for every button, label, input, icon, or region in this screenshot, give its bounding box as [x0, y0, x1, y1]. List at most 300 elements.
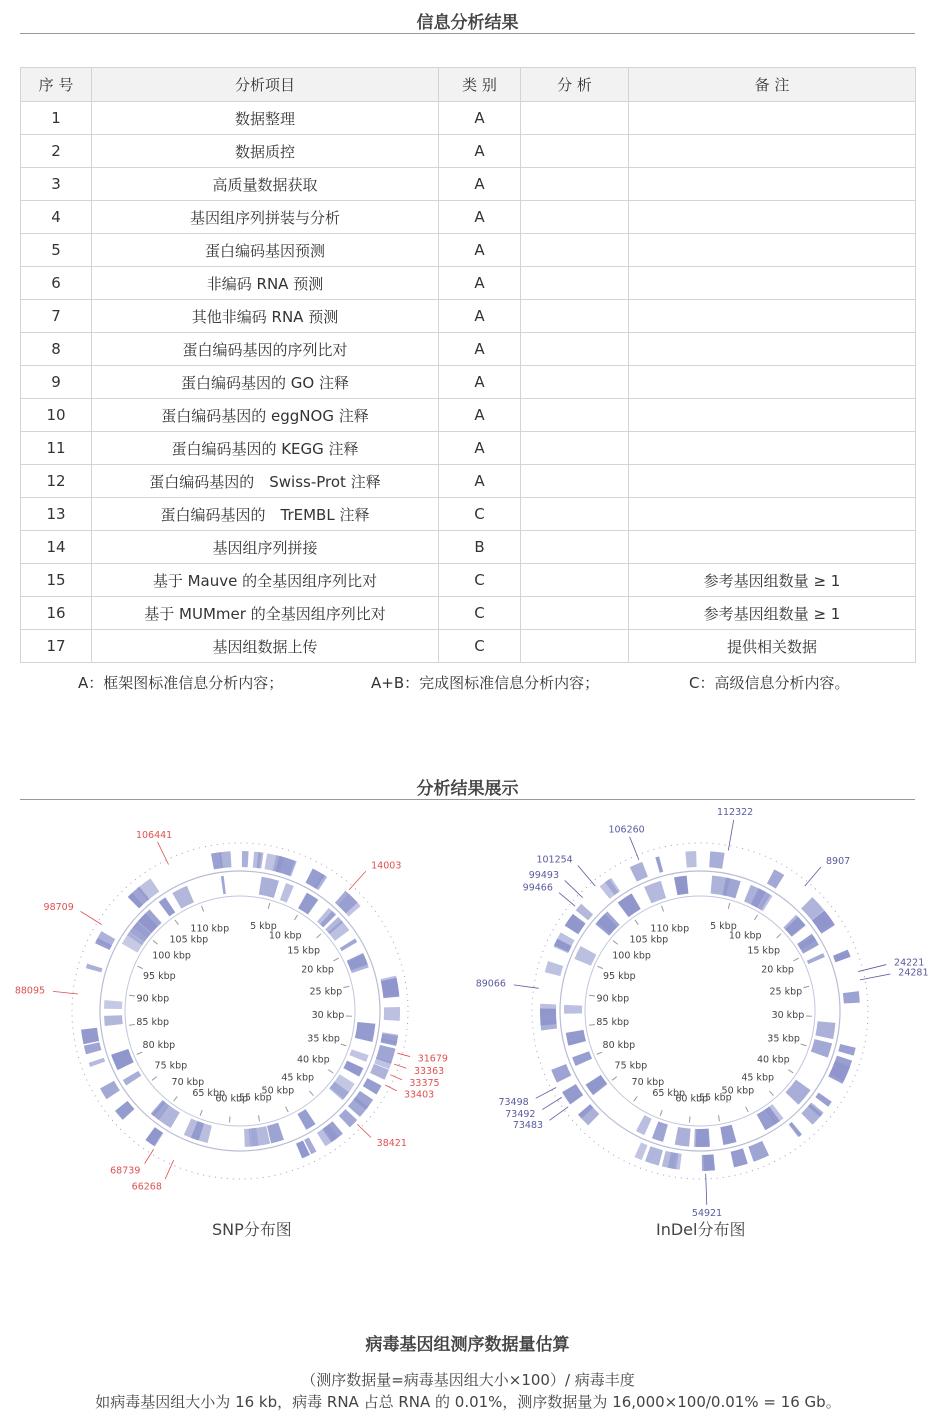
feature-block: [384, 1007, 400, 1021]
marker-label: 88095: [14, 985, 46, 997]
kbp-label: 55 kbp: [699, 1092, 732, 1104]
kbp-label: 10 kbp: [268, 930, 302, 942]
kbp-tick: [268, 903, 270, 909]
cell-remark: [629, 432, 916, 465]
feature-block: [694, 1129, 709, 1147]
cell-analysis: [521, 102, 629, 135]
kbp-label: 45 kbp: [741, 1072, 775, 1084]
table-row: [21, 201, 916, 234]
marker-label: 73498: [498, 1097, 529, 1109]
kbp-label: 75 kbp: [154, 1060, 188, 1072]
kbp-tick: [174, 1096, 178, 1101]
feature-block: [709, 851, 724, 868]
cell-category: A: [439, 465, 521, 498]
kbp-tick: [597, 1052, 603, 1054]
feature-block: [355, 1022, 376, 1042]
feature-block: [645, 1146, 663, 1165]
table-row: [21, 498, 916, 531]
marker-label: 99493: [528, 869, 560, 881]
marker-label: 99466: [522, 882, 553, 894]
kbp-tick: [129, 995, 135, 996]
cell-analysis: [521, 465, 629, 498]
kbp-label: 15 kbp: [287, 945, 321, 957]
cell-index: 9: [21, 366, 92, 399]
marker-leader: [145, 1149, 154, 1163]
feature-block: [783, 915, 805, 937]
marker-label: 101254: [536, 854, 573, 866]
table-row: [21, 267, 916, 300]
cell-category: C: [439, 630, 521, 663]
cell-index: 2: [21, 135, 92, 168]
kbp-tick: [317, 934, 321, 938]
analysis-table: [20, 67, 916, 663]
marker-leader: [397, 1053, 410, 1056]
feature-block: [349, 1049, 368, 1062]
cell-analysis: [521, 498, 629, 531]
kbp-label: 45 kbp: [281, 1072, 315, 1084]
feature-block: [81, 1028, 99, 1045]
cell-analysis: [521, 564, 629, 597]
feature-block: [600, 879, 619, 899]
marker-leader: [357, 1124, 371, 1137]
cell-remark: [629, 399, 916, 432]
kbp-label: 55 kbp: [239, 1092, 272, 1104]
marker-label: 112322: [716, 807, 754, 819]
feature-block: [123, 1071, 141, 1086]
marker-leader: [550, 1107, 569, 1121]
table-row: [21, 432, 916, 465]
kbp-label: 30 kbp: [771, 1010, 805, 1022]
feature-block: [104, 1015, 123, 1026]
kbp-tick: [788, 1070, 793, 1073]
marker-label: 54921: [691, 1207, 723, 1219]
legend-ab: A+B：完成图标准信息分析内容；: [371, 674, 600, 692]
feature-block: [652, 1121, 668, 1141]
kbp-label: 90 kbp: [596, 993, 630, 1005]
feature-block: [838, 1044, 855, 1056]
feature-block: [111, 1050, 133, 1070]
marker-leader: [559, 893, 575, 906]
cell-analysis: [521, 201, 629, 234]
kbp-label: 25 kbp: [309, 986, 343, 998]
cell-analysis: [521, 399, 629, 432]
feature-block: [815, 1021, 835, 1039]
outer-dotted-ring: [72, 843, 408, 1179]
cell-category: A: [439, 300, 521, 333]
marker-leader: [706, 1174, 707, 1205]
cell-remark: [629, 498, 916, 531]
kbp-tick: [137, 1052, 143, 1054]
cell-analysis: [521, 597, 629, 630]
feature-block: [618, 893, 641, 916]
feature-block: [574, 946, 596, 966]
marker-label: 66268: [131, 1181, 162, 1193]
kbp-label: 110 kbp: [190, 923, 230, 935]
table-row: [21, 234, 916, 267]
marker-leader: [158, 842, 169, 864]
feature-block: [363, 1078, 382, 1094]
table-row: [21, 630, 916, 663]
feature-block: [267, 1123, 284, 1144]
kbp-label: 80 kbp: [142, 1040, 176, 1052]
cell-analysis: [521, 432, 629, 465]
marker-label: 33375: [409, 1077, 440, 1089]
section-divider: [20, 33, 915, 34]
feature-block: [644, 881, 666, 904]
marker-leader: [805, 867, 821, 886]
cell-analysis: [521, 630, 629, 663]
marker-label: 106441: [135, 829, 173, 841]
kbp-label: 105 kbp: [169, 934, 209, 946]
kbp-label: 75 kbp: [614, 1060, 648, 1072]
legend-c: C：高级信息分析内容。: [689, 674, 850, 692]
cell-index: 11: [21, 432, 92, 465]
marker-leader: [349, 871, 366, 890]
kbp-tick: [286, 1107, 289, 1112]
kbp-label: 110 kbp: [650, 923, 690, 935]
marker-leader: [53, 991, 78, 994]
feature-block: [843, 991, 860, 1003]
feature-block: [811, 1039, 832, 1058]
kbp-tick: [746, 1107, 749, 1112]
cell-remark: 参考基因组数量 ≥ 1: [629, 597, 916, 630]
kbp-label: 10 kbp: [728, 930, 762, 942]
kbp-tick: [589, 995, 595, 996]
marker-label: 24221: [894, 957, 925, 969]
legend-a: A：框架图标准信息分析内容；: [78, 674, 284, 692]
table-row: [21, 168, 916, 201]
cell-item: 蛋白编码基因的 eggNOG 注释: [92, 399, 439, 432]
kbp-label: 20 kbp: [761, 964, 794, 976]
col-header-item: 分析项目: [92, 68, 439, 102]
kbp-tick: [309, 1091, 313, 1096]
cell-remark: 参考基因组数量 ≥ 1: [629, 564, 916, 597]
table-row: [21, 300, 916, 333]
kbp-tick: [793, 958, 798, 961]
marker-label: 14003: [371, 860, 402, 872]
kbp-label: 25 kbp: [769, 986, 803, 998]
kbp-label: 40 kbp: [756, 1054, 790, 1066]
table-row: [21, 399, 916, 432]
cell-index: 4: [21, 201, 92, 234]
feature-block: [748, 1141, 769, 1162]
feature-block: [655, 856, 663, 872]
cell-index: 17: [21, 630, 92, 663]
cell-item: 非编码 RNA 预测: [92, 267, 439, 300]
cell-remark: [629, 168, 916, 201]
kbp-tick: [718, 1115, 719, 1121]
col-header-remark: 备 注: [629, 68, 916, 102]
kbp-label: 20 kbp: [301, 964, 334, 976]
kbp-label: 100 kbp: [152, 950, 191, 962]
cell-analysis: [521, 135, 629, 168]
marker-leader: [385, 1085, 397, 1091]
feature-block: [343, 1061, 363, 1077]
cell-item: 其他非编码 RNA 预测: [92, 300, 439, 333]
cell-item: 基于 Mauve 的全基因组序列比对: [92, 564, 439, 597]
feature-block: [115, 1101, 134, 1120]
kbp-tick: [343, 986, 349, 987]
cell-category: A: [439, 333, 521, 366]
cell-category: A: [439, 234, 521, 267]
estimate-example: 如病毒基因组大小为 16 kb，病毒 RNA 占总 RNA 的 0.01%，测序数据量为 16,000×100/0.01% = 16 Gb。: [95, 1393, 841, 1411]
cell-analysis: [521, 168, 629, 201]
col-header-index: 序 号: [21, 68, 92, 102]
kbp-tick: [333, 958, 338, 961]
feature-block: [84, 1042, 102, 1054]
marker-label: 33403: [403, 1089, 435, 1101]
cell-remark: [629, 333, 916, 366]
cell-item: 高质量数据获取: [92, 168, 439, 201]
feature-block: [685, 851, 696, 868]
table-row: [21, 333, 916, 366]
feature-block: [635, 1142, 648, 1160]
cell-remark: [629, 267, 916, 300]
marker-label: 106260: [608, 824, 645, 836]
cell-index: 12: [21, 465, 92, 498]
kbp-label: 90 kbp: [136, 993, 170, 1005]
kbp-label: 95 kbp: [143, 970, 176, 982]
col-header-analysis: 分 析: [521, 68, 629, 102]
kbp-tick: [200, 1110, 202, 1116]
marker-label: 33363: [413, 1065, 445, 1077]
marker-leader: [81, 911, 102, 924]
kbp-label: 70 kbp: [171, 1076, 205, 1088]
feature-block: [815, 1093, 831, 1107]
outer-dotted-ring: [532, 843, 868, 1179]
feature-block: [675, 1127, 691, 1147]
feature-block: [551, 1064, 571, 1083]
cell-category: C: [439, 564, 521, 597]
snp-caption: SNP分布图: [212, 1220, 292, 1239]
kbp-label: 65 kbp: [192, 1088, 226, 1100]
cell-remark: [629, 366, 916, 399]
feature-block: [298, 893, 318, 915]
kbp-tick: [754, 915, 757, 920]
kbp-tick: [202, 906, 204, 912]
feature-block: [89, 1058, 105, 1067]
cell-remark: [629, 300, 916, 333]
marker-leader: [630, 837, 639, 860]
feature-block: [636, 1115, 652, 1135]
feature-block: [789, 1122, 802, 1137]
cell-remark: 提供相关数据: [629, 630, 916, 663]
kbp-tick: [728, 903, 730, 909]
kbp-tick: [769, 1091, 773, 1096]
kbp-tick: [328, 1070, 333, 1073]
cell-analysis: [521, 267, 629, 300]
kbp-tick: [803, 986, 809, 987]
table-row: [21, 531, 916, 564]
kbp-label: 70 kbp: [631, 1076, 665, 1088]
kbp-label: 35 kbp: [307, 1033, 340, 1045]
kbp-tick: [689, 1117, 690, 1123]
feature-block: [702, 1154, 714, 1171]
marker-leader: [542, 1097, 562, 1109]
feature-block: [221, 876, 226, 894]
marker-label: 89066: [475, 978, 506, 990]
kbp-label: 15 kbp: [747, 945, 781, 957]
feature-block: [104, 1000, 122, 1009]
cell-category: A: [439, 267, 521, 300]
cell-category: A: [439, 399, 521, 432]
feature-block: [540, 1009, 557, 1026]
marker-leader: [514, 985, 539, 988]
marker-leader: [565, 880, 583, 897]
marker-label: 68739: [110, 1165, 141, 1177]
kbp-label: 5 kbp: [710, 921, 737, 933]
cell-category: A: [439, 366, 521, 399]
cell-index: 10: [21, 399, 92, 432]
cell-index: 16: [21, 597, 92, 630]
cell-index: 7: [21, 300, 92, 333]
estimate-formula: （测序数据量=病毒基因组大小×100）/ 病毒丰度: [301, 1371, 635, 1389]
marker-leader: [165, 1160, 174, 1179]
kbp-tick: [801, 1044, 807, 1046]
cell-index: 8: [21, 333, 92, 366]
feature-block: [259, 877, 279, 898]
table-row: [21, 564, 916, 597]
feature-block: [578, 1104, 599, 1125]
cell-category: B: [439, 531, 521, 564]
kbp-tick: [660, 1110, 662, 1116]
feature-block: [305, 868, 324, 888]
kbp-label: 60 kbp: [215, 1093, 249, 1105]
feature-block: [720, 1125, 736, 1145]
indel-distribution-map: [475, 807, 929, 1219]
feature-block: [340, 938, 357, 951]
kbp-tick: [258, 1115, 259, 1121]
cell-remark: [629, 102, 916, 135]
cell-category: A: [439, 201, 521, 234]
kbp-tick: [341, 1044, 347, 1046]
cell-item: 蛋白编码基因的 KEGG 注释: [92, 432, 439, 465]
cell-analysis: [521, 300, 629, 333]
cell-remark: [629, 135, 916, 168]
kbp-tick: [175, 920, 178, 925]
kbp-tick: [662, 906, 664, 912]
table-row: [21, 597, 916, 630]
feature-block: [380, 976, 399, 995]
cell-item: 基于 MUMmer 的全基因组序列比对: [92, 597, 439, 630]
cell-item: 蛋白编码基因的 TrEMBL 注释: [92, 498, 439, 531]
cell-analysis: [521, 234, 629, 267]
table-row: [21, 366, 916, 399]
feature-block: [86, 964, 103, 973]
kbp-tick: [777, 934, 781, 938]
estimate-title: 病毒基因组测序数据量估算: [365, 1335, 570, 1355]
feature-block: [807, 953, 825, 964]
kbp-label: 95 kbp: [603, 970, 636, 982]
feature-block: [172, 886, 194, 909]
kbp-tick: [152, 1077, 157, 1081]
marker-leader: [390, 1075, 402, 1080]
cell-item: 蛋白编码基因的 GO 注释: [92, 366, 439, 399]
feature-block: [242, 851, 249, 867]
kbp-label: 50 kbp: [721, 1085, 755, 1097]
kbp-tick: [597, 966, 602, 968]
kbp-tick: [229, 1117, 230, 1123]
kbp-label: 105 kbp: [629, 934, 669, 946]
cell-remark: [629, 465, 916, 498]
kbp-label: 40 kbp: [296, 1054, 330, 1066]
kbp-label: 85 kbp: [136, 1017, 170, 1029]
feature-block: [564, 1005, 582, 1014]
feature-block: [100, 1081, 120, 1099]
kbp-tick: [137, 966, 142, 968]
cell-item: 蛋白编码基因的 Swiss-Prot 注释: [92, 465, 439, 498]
section-title-analysis: 信息分析结果: [416, 13, 519, 33]
cell-index: 5: [21, 234, 92, 267]
cell-index: 6: [21, 267, 92, 300]
feature-block: [576, 904, 593, 921]
feature-block: [731, 1148, 748, 1167]
marker-leader: [858, 965, 886, 972]
kbp-label: 30 kbp: [311, 1010, 345, 1022]
section-title-results: 分析结果展示: [416, 779, 519, 799]
cell-item: 数据质控: [92, 135, 439, 168]
cell-category: A: [439, 102, 521, 135]
marker-leader: [536, 1088, 556, 1099]
marker-label: 31679: [417, 1053, 448, 1065]
cell-index: 14: [21, 531, 92, 564]
cell-index: 13: [21, 498, 92, 531]
kbp-label: 85 kbp: [596, 1017, 630, 1029]
cell-analysis: [521, 531, 629, 564]
kbp-label: 60 kbp: [675, 1093, 709, 1105]
cell-category: A: [439, 432, 521, 465]
marker-label: 8907: [825, 855, 851, 867]
cell-item: 基因组数据上传: [92, 630, 439, 663]
marker-label: 73483: [512, 1120, 544, 1132]
cell-index: 15: [21, 564, 92, 597]
feature-block: [250, 1126, 270, 1146]
feature-block: [159, 897, 176, 916]
table-row: [21, 102, 916, 135]
marker-label: 98709: [43, 902, 74, 914]
snp-distribution-map: [14, 829, 460, 1195]
marker-label: 38421: [376, 1137, 407, 1149]
feature-block: [545, 961, 563, 976]
cell-item: 蛋白编码基因的序列比对: [92, 333, 439, 366]
cell-category: A: [439, 135, 521, 168]
cell-remark: [629, 531, 916, 564]
cell-remark: [629, 201, 916, 234]
marker-label: 73492: [505, 1108, 536, 1120]
kbp-label: 100 kbp: [612, 950, 651, 962]
feature-block: [572, 1051, 592, 1066]
cell-index: 1: [21, 102, 92, 135]
table-header-row: [21, 68, 916, 102]
kbp-label: 35 kbp: [767, 1033, 800, 1045]
indel-caption: InDel分布图: [656, 1220, 746, 1239]
feature-block: [562, 1084, 583, 1104]
table-row: [21, 465, 916, 498]
feature-block: [219, 851, 231, 868]
kbp-label: 65 kbp: [652, 1088, 686, 1100]
kbp-label: 80 kbp: [602, 1040, 636, 1052]
kbp-tick: [294, 915, 297, 920]
cell-item: 数据整理: [92, 102, 439, 135]
feature-block: [662, 1151, 679, 1169]
kbp-tick: [589, 1025, 595, 1026]
cell-item: 基因组序列拼接: [92, 531, 439, 564]
feature-block: [630, 862, 648, 882]
table-row: [21, 135, 916, 168]
cell-index: 3: [21, 168, 92, 201]
cell-remark: [629, 234, 916, 267]
cell-analysis: [521, 366, 629, 399]
